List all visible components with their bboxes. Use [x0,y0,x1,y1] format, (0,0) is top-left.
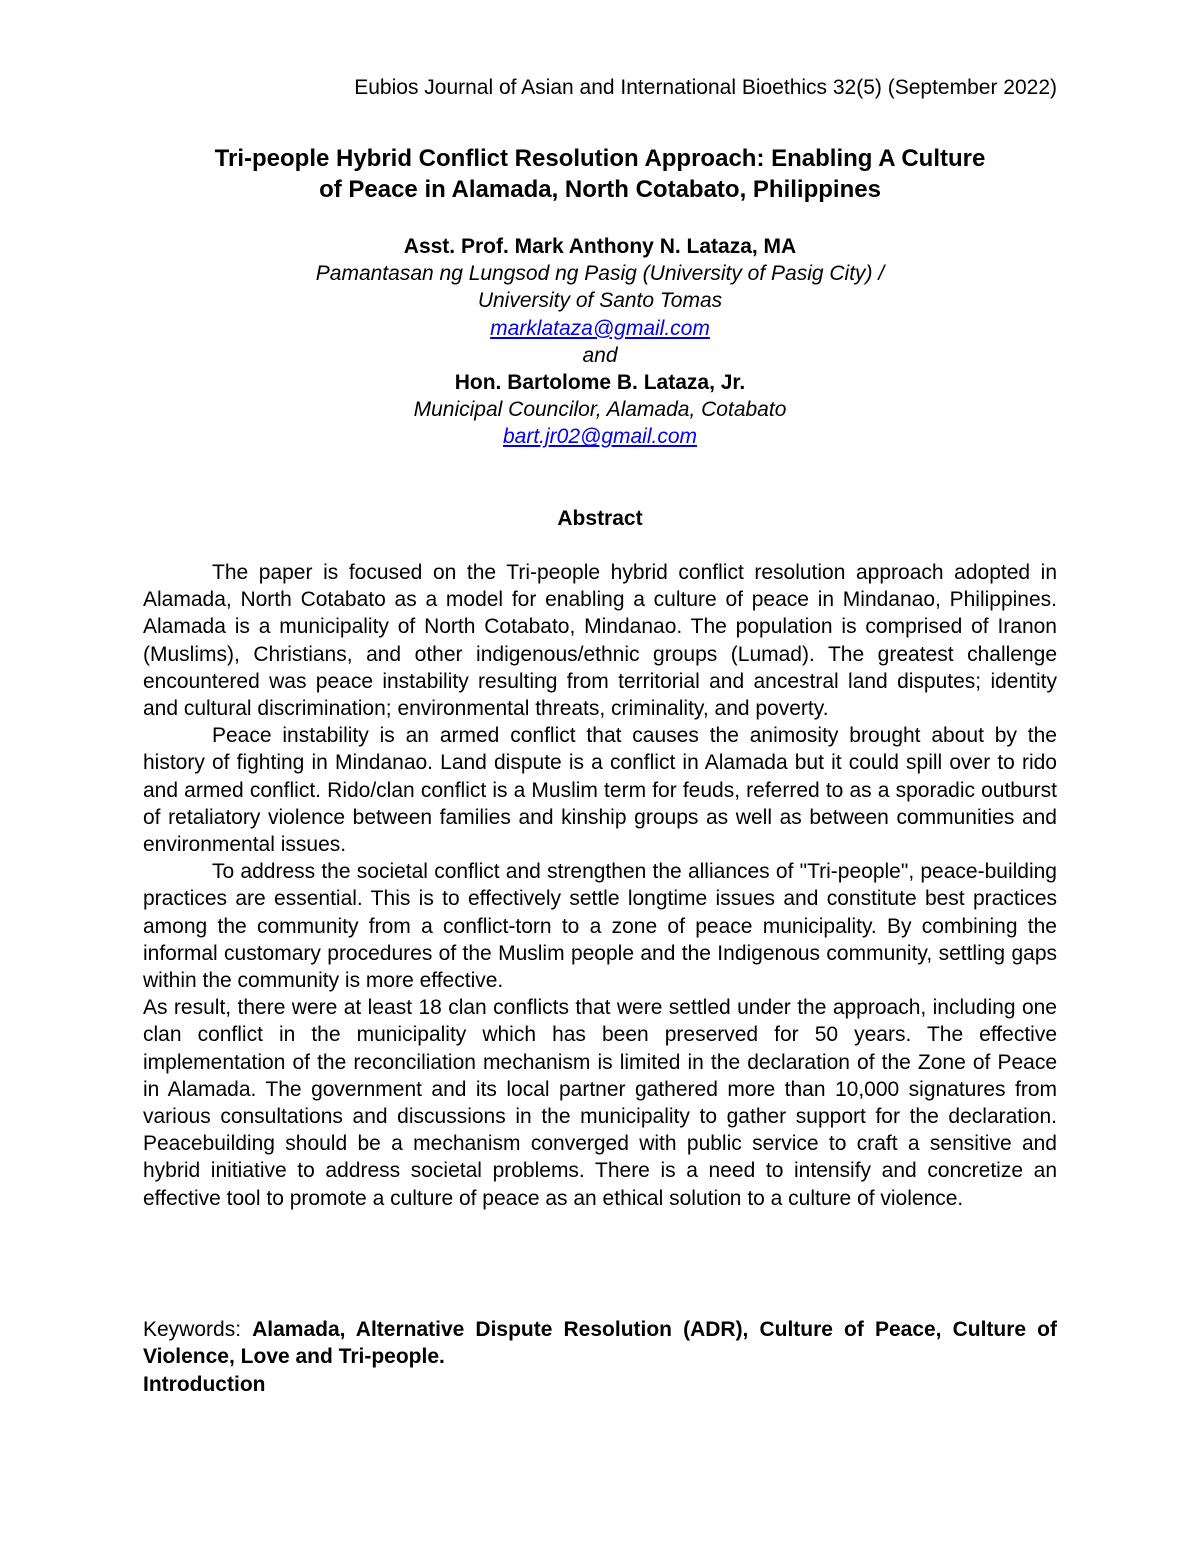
keywords-label: Keywords: [143,1318,253,1341]
abstract-paragraph-4: As result, there were at least 18 clan conflicts that were settled under the approach, including one clan conflict in the municipality which has been preserved for 50 years. The effective implementation of the reconciliation mechanism is limited in the declaration of the Zone of Peace in Alamada. The government and its local partner gathered more than 10,000 signatures from various consultations and discussions in the municipality to gather support for the declaration. Peacebuilding should be a mechanism converged with public service to craft a sensitive and hybrid initiative to address societal problems. There is a need to intensify and concretize an effective tool to promote a culture of peace as an ethical solution to a culture of violence. [143,996,1057,1210]
title-line-2: of Peace in Alamada, North Cotabato, Philippines [319,176,881,203]
abstract-heading: Abstract [557,507,643,530]
keywords-list: Alamada, Alternative Dispute Resolution (ADR), Culture of Peace, Culture of Violence, Love and Tri-people. [143,1318,1057,1369]
author-1-name: Asst. Prof. Mark Anthony N. Lataza, MA [403,235,797,258]
author-2-email-link[interactable]: bart.jr02@gmail.com [502,425,698,449]
paper-title [143,143,1057,205]
abstract-paragraph-3: To address the societal conflict and strengthen the alliances of "Tri-people", peace-building practices are essential. This is to effectively settle longtime issues and constitute best practices among the community from a conflict-torn to a zone of peace municipality. By combining the informal customary procedures of the Muslim people and the Indigenous community, settling gaps within the community is more effective. [143,860,1057,993]
author-block [143,233,1057,451]
title-line-1: Tri-people Hybrid Conflict Resolution Approach: Enabling A Culture [214,145,986,172]
author-1-affiliation-line-1: Pamantasan ng Lungsod ng Pasig (University of Pasig City) / [315,262,885,286]
author-conjunction: and [582,343,618,367]
abstract-paragraph-1: The paper is focused on the Tri-people hybrid conflict resolution approach adopted in Alamada, North Cotabato as a model for enabling a culture of peace in Mindanao, Philippines. Alamada is a municipality of North Cotabato, Mindanao. The population is comprised of Iranon (Muslims), Christians, and other indigenous/ethnic groups (Lumad). The greatest challenge encountered was peace instability resulting from territorial and ancestral land disputes; identity and cultural discrimination; environmental threats, criminality, and poverty. [143,561,1057,721]
author-1-affiliation-line-2: University of Santo Tomas [477,289,723,313]
abstract-paragraph-2: Peace instability is an armed conflict that causes the animosity brought about by the history of fighting in Mindanao. Land dispute is a conflict in Alamada but it could spill over to rido and armed conflict. Rido/clan conflict is a Muslim term for feuds, referred to as a sporadic outburst of retaliatory violence between families and kinship groups as well as between communities and environmental issues. [143,724,1057,857]
running-header: Eubios Journal of Asian and International Bioethics 32(5) (September 2022) [354,76,1057,99]
author-1-email-link[interactable]: marklataza@gmail.com [490,316,710,340]
author-2-affiliation: Municipal Councilor, Alamada, Cotabato [413,398,787,422]
keywords [143,1316,1057,1370]
introduction-heading: Introduction [143,1373,266,1396]
abstract-body [143,559,1057,1212]
author-2-name: Hon. Bartolome B. Lataza, Jr. [454,371,746,395]
